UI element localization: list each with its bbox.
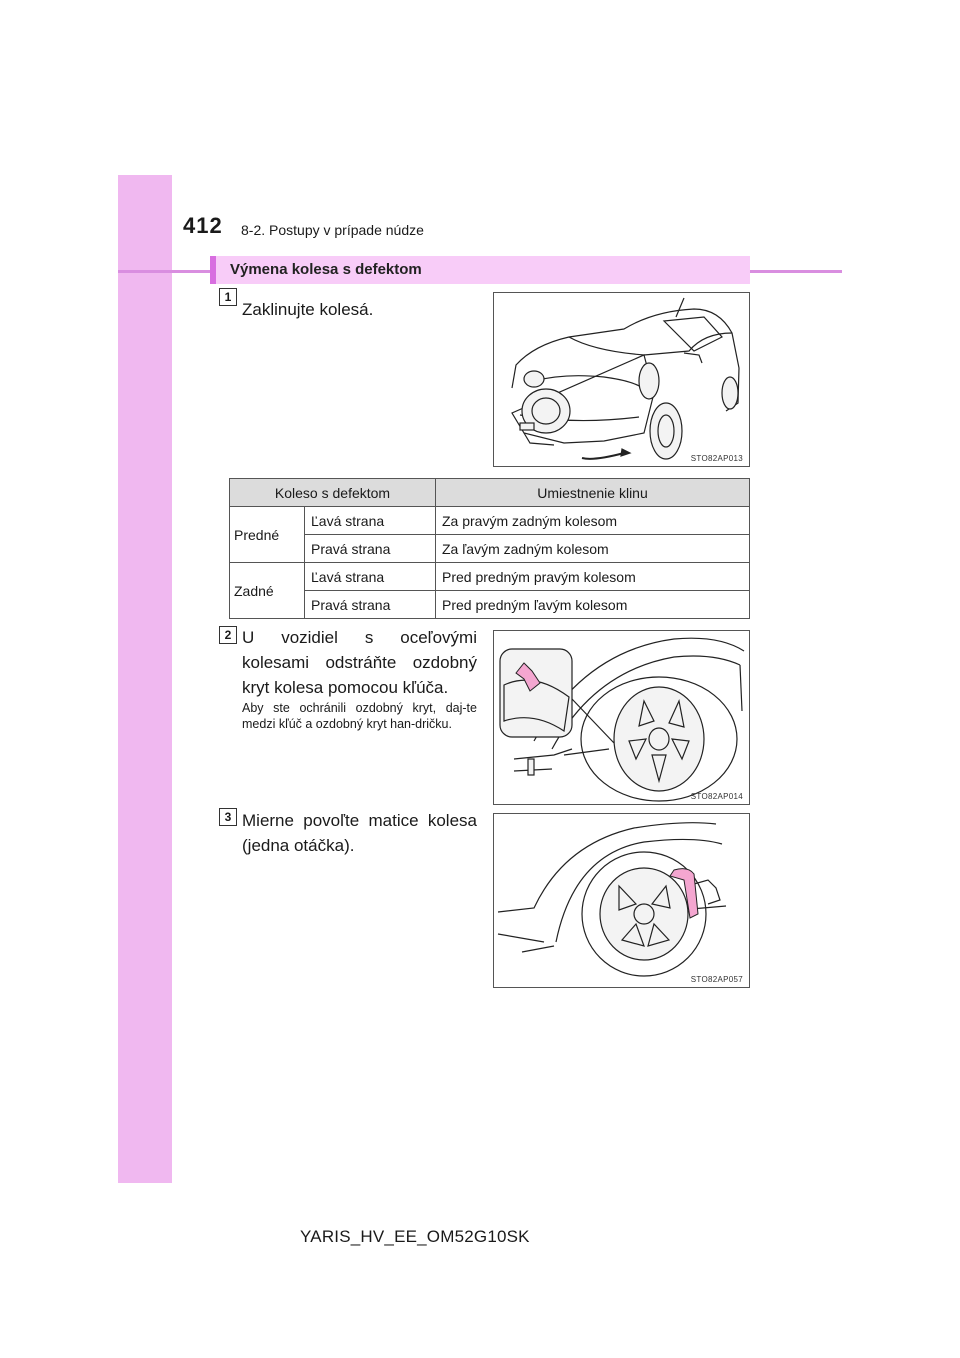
page-number: 412 [183, 213, 223, 238]
table-header-cell: Umiestnenie klinu [436, 479, 750, 507]
table-cell-side: Pravá strana [305, 535, 436, 563]
figure-loosen-nuts [493, 813, 750, 988]
table-row [230, 535, 750, 563]
figure-car-wheels [493, 292, 750, 467]
figure-remove-hubcap [493, 630, 750, 805]
section-title: 8-2. Postupy v prípade núdze [241, 222, 424, 238]
table-cell-location: Za pravým zadným kolesom [436, 507, 750, 535]
step-3-text: Mierne povoľte matice kolesa (jedna otáčka). [242, 811, 477, 855]
table-header-row [230, 479, 750, 507]
table-cell-side: Ľavá strana [305, 507, 436, 535]
step-number-1: 1 [219, 288, 237, 306]
section-heading: Výmena kolesa s defektom [230, 261, 422, 278]
step-number-3: 3 [219, 808, 237, 826]
side-tab-band [118, 175, 172, 1183]
step-2-note: Aby ste ochránili ozdobný kryt, daj-te medzi kľúč a ozdobný kryt han-dričku. [242, 701, 477, 731]
wedge-location-table [229, 478, 750, 619]
table-cell-location: Pred predným pravým kolesom [436, 563, 750, 591]
table-row [230, 563, 750, 591]
figure-code: STO82AP013 [690, 454, 743, 463]
step-1-text: Zaklinujte kolesá. [242, 300, 374, 319]
figure-code: STO82AP057 [690, 975, 743, 984]
table-cell-position: Zadné [230, 563, 305, 619]
figure-code: STO82AP014 [690, 792, 743, 801]
table-row [230, 507, 750, 535]
section-heading-bar [210, 256, 750, 284]
step-2-text: U vozidiel s oceľovými kolesami odstráňte ozdobný kryt kolesa pomocou kľúča. [242, 628, 477, 697]
wheel-nuts-illustration [494, 814, 751, 989]
table-cell-location: Pred predným ľavým kolesom [436, 591, 750, 619]
table-cell-side: Ľavá strana [305, 563, 436, 591]
hubcap-illustration [494, 631, 751, 806]
table-header-cell: Koleso s defektom [230, 479, 436, 507]
table-cell-location: Za ľavým zadným kolesom [436, 535, 750, 563]
table-row [230, 591, 750, 619]
document-code: YARIS_HV_EE_OM52G10SK [300, 1227, 530, 1246]
table-cell-side: Pravá strana [305, 591, 436, 619]
car-illustration [494, 293, 751, 468]
step-number-2: 2 [219, 626, 237, 644]
table-cell-position: Predné [230, 507, 305, 563]
